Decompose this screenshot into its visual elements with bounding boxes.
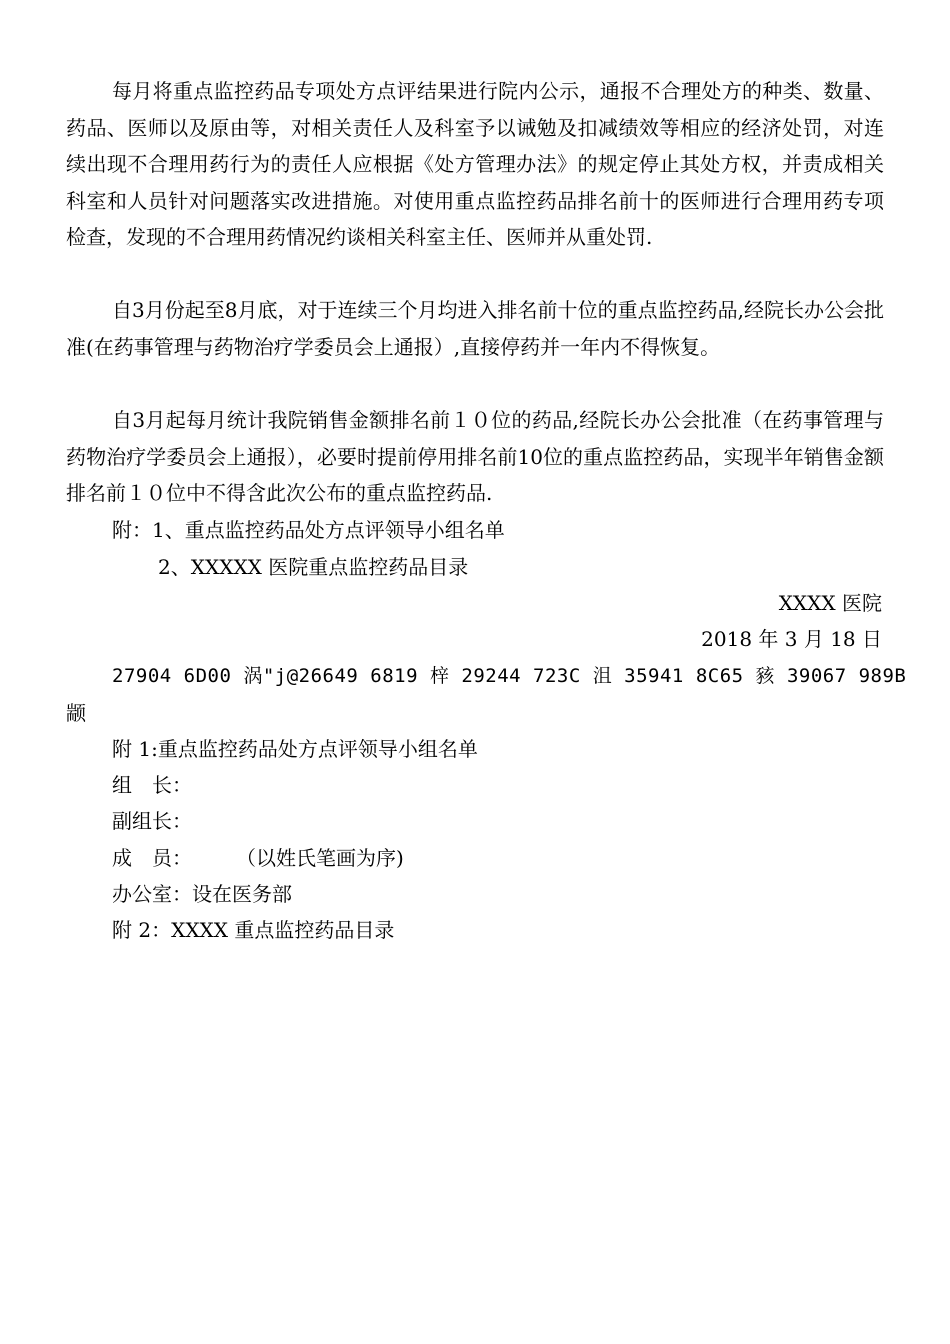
garbled-text-char: 颛 [66,701,86,725]
appendix-2-title: 附 2：XXXX 重点监控药品目录 [112,918,395,942]
paragraph-stop-drugs: 自3月份起至8月底，对于连续三个月均进入排名前十位的重点监控药品,经院长办公会批准(在药事管理与药物治疗学委员会上通报）,直接停药并一年内不得恢复。 [66,298,884,359]
paragraph-review-publicity: 每月将重点监控药品专项处方点评结果进行院内公示，通报不合理处方的种类、数量、药品、医师以及原由等，对相关责任人及科室予以诫勉及扣减绩效等相应的经济处罚，对连续出现不合理用药行为的责任人应根据《处方管理办法》的规定停止其处方权，并责成相关科室和人员针对问题落实改进措施。对使用重点监控药品排名前十的医师进行合理用药专项检查，发现的不合理用药情况约谈相关科室主任、医师并从重处罚. [66,79,884,249]
office-line: 办公室：设在医务部 [112,882,292,906]
garbled-text-line: 27904 6D00 涡"j@26649 6819 梓 29244 723C 沮 35941 8C65 豥 39067 989B [112,665,907,687]
paragraph-monthly-statistics: 自3月起每月统计我院销售金额排名前１０位的药品,经院长办公会批准（在药事管理与药物治疗学委员会上通报），必要时提前停用排名前10位的重点监控药品，实现半年销售金额排名前１０位中不得含此次公布的重点监控药品. [66,408,884,505]
vice-leader-label: 副组长： [112,809,192,833]
attachment-item-1: 附：1、重点监控药品处方点评领导小组名单 [112,518,505,542]
signature-date: 2018 年 3 月 18 日 [701,627,882,651]
appendix-1-title: 附 1:重点监控药品处方点评领导小组名单 [112,737,478,761]
members-order-note: （以姓氏笔画为序) [236,846,404,870]
group-leader-label: 组 长： [112,773,192,797]
signature-organization: XXXX 医院 [778,591,882,615]
members-label: 成 员： [112,846,192,870]
attachment-item-2: 2、XXXXX 医院重点监控药品目录 [158,555,469,579]
